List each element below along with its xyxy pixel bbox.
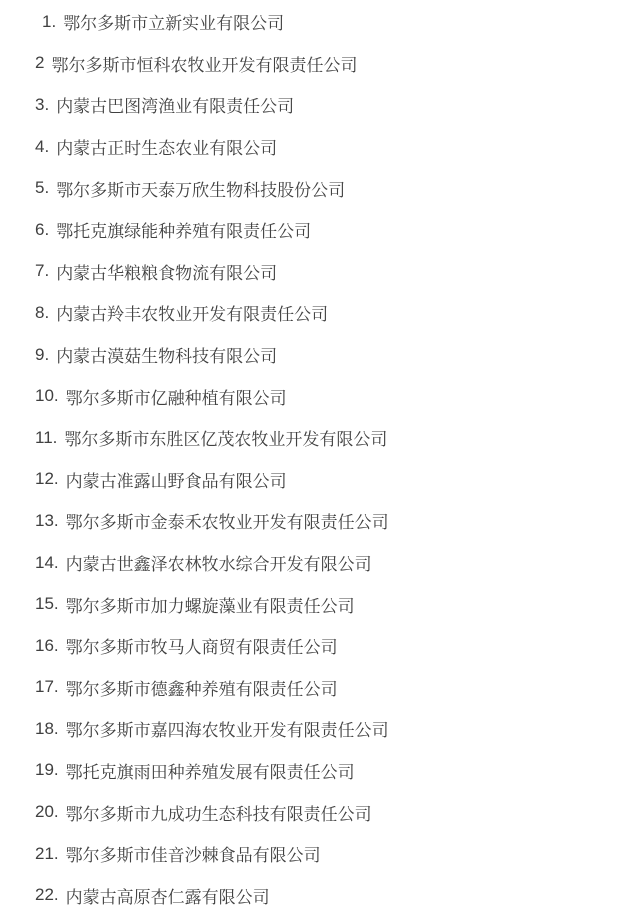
list-item bbox=[0, 708, 636, 750]
company-name: 鄂尔多斯市金泰禾农牧业开发有限责任公司 bbox=[65, 513, 389, 533]
list-item bbox=[0, 625, 636, 667]
company-name: 鄂尔多斯市天泰万欣生物科技股份公司 bbox=[56, 180, 346, 200]
company-name: 鄂尔多斯市佳音沙棘食品有限公司 bbox=[65, 846, 321, 866]
item-number: 18. bbox=[35, 718, 59, 738]
item-number: 22. bbox=[35, 885, 59, 905]
list-item bbox=[0, 292, 636, 334]
item-number: 4. bbox=[35, 136, 50, 156]
company-name: 内蒙古华粮粮食物流有限公司 bbox=[56, 263, 278, 283]
company-name: 鄂尔多斯市牧马人商贸有限责任公司 bbox=[65, 638, 338, 658]
list-item bbox=[0, 833, 636, 875]
list-item bbox=[0, 209, 636, 251]
list-item bbox=[0, 750, 636, 792]
company-name: 鄂尔多斯市东胜区亿茂农牧业开发有限公司 bbox=[64, 430, 388, 450]
list-item bbox=[0, 874, 636, 916]
list-item bbox=[0, 500, 636, 542]
company-name: 鄂尔多斯市亿融种植有限公司 bbox=[65, 388, 287, 408]
company-name: 内蒙古巴图湾渔业有限责任公司 bbox=[56, 97, 295, 117]
company-name: 内蒙古高原杏仁露有限公司 bbox=[65, 887, 270, 907]
item-number: 9. bbox=[35, 344, 50, 364]
company-name: 内蒙古世鑫泽农林牧水综合开发有限公司 bbox=[65, 555, 372, 575]
item-number: 5. bbox=[35, 178, 50, 198]
item-number: 10. bbox=[35, 386, 59, 406]
item-number: 15. bbox=[35, 594, 59, 614]
item-number: 21. bbox=[35, 843, 59, 863]
company-name: 鄂尔多斯市加力螺旋藻业有限责任公司 bbox=[65, 596, 355, 616]
item-number: 16. bbox=[35, 635, 59, 655]
company-name: 鄂托克旗雨田种养殖发展有限责任公司 bbox=[65, 762, 355, 782]
company-name: 鄂托克旗绿能种养殖有限责任公司 bbox=[56, 222, 312, 242]
list-item bbox=[0, 84, 636, 126]
list-item bbox=[0, 43, 636, 85]
list-item bbox=[0, 791, 636, 833]
item-number: 14. bbox=[35, 552, 59, 572]
list-item bbox=[0, 334, 636, 376]
list-item bbox=[0, 542, 636, 584]
company-name: 鄂尔多斯市嘉四海农牧业开发有限责任公司 bbox=[65, 721, 389, 741]
company-name: 鄂尔多斯市恒科农牧业开发有限责任公司 bbox=[51, 55, 358, 75]
company-name: 鄂尔多斯市立新实业有限公司 bbox=[63, 14, 285, 34]
item-number: 11. bbox=[35, 427, 58, 447]
list-item bbox=[0, 417, 636, 459]
company-name: 鄂尔多斯市九成功生态科技有限责任公司 bbox=[65, 804, 372, 824]
item-number: 3. bbox=[35, 94, 50, 114]
company-name: 内蒙古漠菇生物科技有限公司 bbox=[56, 347, 278, 367]
list-item bbox=[0, 1, 636, 43]
company-name: 内蒙古准露山野食品有限公司 bbox=[65, 471, 287, 491]
company-name: 内蒙古羚丰农牧业开发有限责任公司 bbox=[56, 305, 329, 325]
list-item bbox=[0, 126, 636, 168]
company-name: 内蒙古正时生态农业有限公司 bbox=[56, 139, 278, 159]
list-item bbox=[0, 667, 636, 709]
item-number: 2 bbox=[35, 53, 45, 73]
list-item bbox=[0, 167, 636, 209]
item-number: 1. bbox=[42, 11, 57, 31]
list-item bbox=[0, 375, 636, 417]
item-number: 7. bbox=[35, 261, 50, 281]
company-name: 鄂尔多斯市德鑫种养殖有限责任公司 bbox=[65, 679, 338, 699]
item-number: 6. bbox=[35, 219, 50, 239]
item-number: 19. bbox=[35, 760, 59, 780]
item-number: 12. bbox=[35, 469, 59, 489]
item-number: 17. bbox=[35, 677, 59, 697]
list-item bbox=[0, 583, 636, 625]
item-number: 8. bbox=[35, 302, 50, 322]
item-number: 13. bbox=[35, 510, 59, 530]
list-item bbox=[0, 459, 636, 501]
item-number: 20. bbox=[35, 802, 59, 822]
list-item bbox=[0, 251, 636, 293]
